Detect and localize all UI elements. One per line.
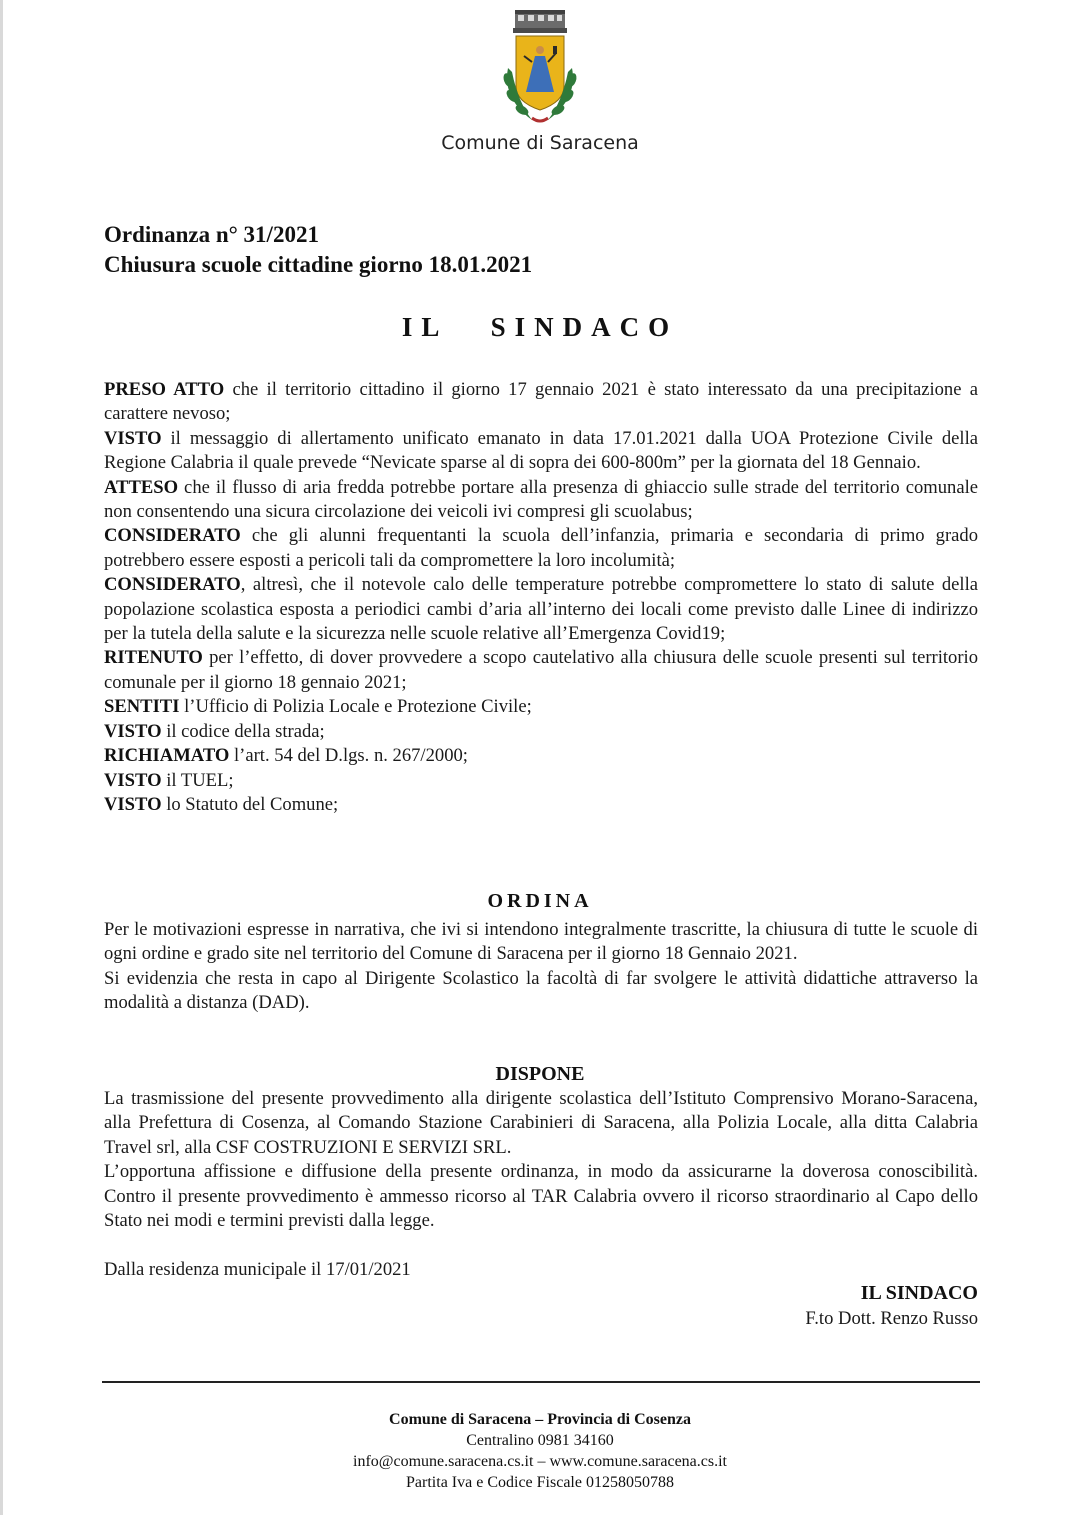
premise-text: che il territorio cittadino il giorno 17 gennaio 2021 è stato interessato da una precipitazione a carattere nevoso;: [104, 379, 978, 425]
dispone-paragraph: L’opportuna affissione e diffusione della presente ordinanza, in modo da assicurarne la doverosa conoscibilità. Contro il presente provvedimento è ammesso ricorso al TAR Calabria ovvero il ricorso straordinario al Capo dello Stato nei modi e termini previsti dalla legge.: [104, 1161, 978, 1232]
premise-lead: VISTO: [104, 769, 162, 791]
premise-lead: VISTO: [104, 427, 162, 449]
authority-heading: IL SINDACO: [401, 312, 679, 342]
municipal-crest-logo: [496, 6, 584, 128]
premise-lead: ATTESO: [104, 476, 179, 498]
premise-lead: VISTO: [104, 720, 162, 742]
premise-lead: RICHIAMATO: [104, 745, 230, 767]
premise-text: il codice della strada;: [161, 720, 325, 742]
ordinance-subject: Chiusura scuole cittadine giorno 18.01.2021: [104, 252, 533, 277]
ordinance-number: Ordinanza n° 31/2021: [104, 222, 319, 247]
footer: [0, 1409, 1080, 1493]
premise-text: , altresì, che il notevole calo delle temperature potrebbe compromettere lo stato di salute della popolazione scolastica esposta a periodici cambi d’aria all’interno dei locali come previsto dalle Linee di indirizzo per la tutela della salute e la sicurezza nelle scuole relative all’Emergenza Covid19;: [104, 574, 978, 645]
premise-text: che gli alunni frequentanti la scuola dell’infanzia, primaria e secondaria di primo grado potrebbero essere esposti a pericoli tali da compromettere la loro incolumità;: [104, 525, 978, 571]
premise-item: [104, 695, 978, 719]
premise-item: [104, 378, 978, 427]
premise-lead: VISTO: [104, 793, 162, 815]
premise-item: [104, 720, 978, 744]
premise-item: [104, 646, 978, 695]
ordina-paragraph: Per le motivazioni espresse in narrativa, che ivi si intendono integralmente trascritte, la chiusura di tutte le scuole di ogni ordine e grado site nel territorio del Comune di Saracena per il giorno 18 Gennaio 2021.: [104, 919, 978, 965]
footer-phone: Centralino 0981 34160: [466, 1432, 614, 1449]
premise-item: [104, 427, 978, 476]
signatory-name: F.to Dott. Renzo Russo: [805, 1308, 978, 1329]
premise-text: lo Statuto del Comune;: [161, 793, 339, 815]
crown-icon: [513, 10, 567, 33]
premise-text: il messaggio di allertamento unificato emanato in data 17.01.2021 dalla UOA Protezione Civile della Regione Calabria il quale prevede “Nevicate sparse al di sopra dei 600-800m” per la giornata del 18 Gennaio.: [104, 427, 978, 474]
premise-item: [104, 744, 978, 768]
footer-tax-id: Partita Iva e Codice Fiscale 01258050788: [406, 1474, 674, 1491]
footer-divider: [102, 1381, 980, 1383]
municipality-name: Comune di Saracena: [441, 132, 639, 154]
premise-lead: PRESO ATTO: [104, 379, 225, 400]
dispone-paragraph: La trasmissione del presente provvedimento alla dirigente scolastica dell’Istituto Comprensivo Morano-Saracena, alla Prefettura di Cosenza, al Comando Stazione Carabinieri di Saracena, alla Polizia Locale, alla ditta Calabria Travel srl, alla CSF COSTRUZIONI E SERVIZI SRL.: [104, 1088, 978, 1158]
premise-item: [104, 524, 978, 573]
signatory-title: IL SINDACO: [860, 1282, 978, 1304]
premise-lead: RITENUTO: [104, 647, 203, 669]
footer-contacts: info@comune.saracena.cs.it – www.comune.saracena.cs.it: [353, 1453, 727, 1470]
ordina-paragraph: Si evidenzia che resta in capo al Dirigente Scolastico la facoltà di far svolgere le attività didattiche attraverso la modalità a distanza (DAD).: [104, 967, 978, 1014]
premises-list: [104, 378, 978, 817]
premise-text: l’art. 54 del D.lgs. n. 267/2000;: [229, 745, 468, 767]
premise-item: [104, 573, 978, 646]
premise-text: che il flusso di aria fredda potrebbe portare alla presenza di ghiaccio sulle strade del territorio comunale non consentendo una sicura circolazione dei veicoli ivi compresi gli scuolabus;: [104, 476, 978, 523]
premise-lead: CONSIDERATO: [104, 574, 241, 596]
premise-text: l’Ufficio di Polizia Locale e Protezione Civile;: [179, 696, 532, 718]
premise-text: per l’effetto, di dover provvedere a scopo cautelativo alla chiusura delle scuole presenti sul territorio comunale per il giorno 18 gennaio 2021;: [104, 647, 978, 693]
ordina-heading: ORDINA: [487, 890, 593, 912]
premise-text: il TUEL;: [161, 769, 234, 791]
place-date: Dalla residenza municipale il 17/01/2021: [104, 1259, 411, 1280]
premise-item: [104, 476, 978, 525]
ordina-section: [104, 918, 978, 1016]
premise-lead: SENTITI: [104, 696, 180, 718]
premise-item: [104, 793, 978, 817]
dispone-section: [104, 1087, 978, 1233]
premise-lead: CONSIDERATO: [104, 525, 241, 547]
footer-municipality: Comune di Saracena – Provincia di Cosenza: [389, 1411, 691, 1428]
page-edge: [0, 0, 3, 1515]
dispone-heading: DISPONE: [495, 1063, 585, 1085]
premise-item: [104, 769, 978, 793]
